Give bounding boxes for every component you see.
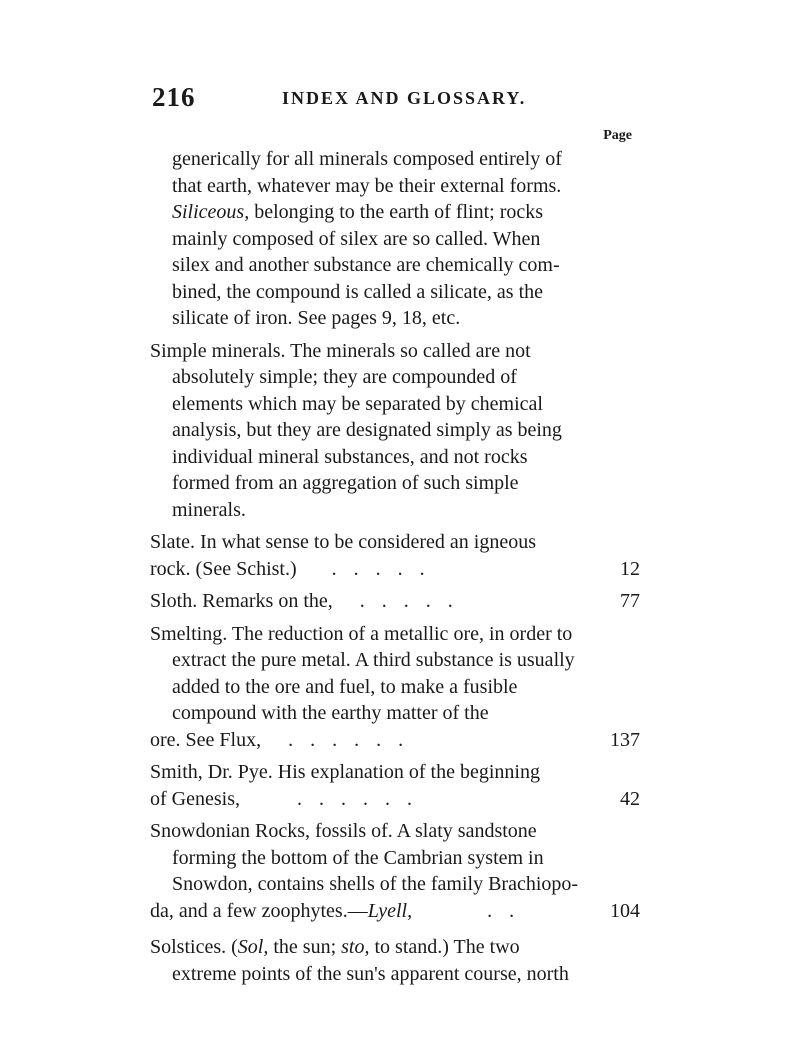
dot-leader: . . . . . [359,590,459,612]
italic-term: Siliceous, [172,201,250,223]
page-reference: 12 [620,557,640,580]
entry-line: silicate of iron. See pages 9, 18, etc. [172,307,461,329]
dot-leader: . . . . . . [296,787,418,810]
entry-line: mainly composed of silex are so called. When [172,227,541,250]
entry-line: bined, the compound is called a silicate, as the [172,280,543,303]
entry-solstices [150,934,640,987]
entry-text: Slate. In what sense to be considered an igneous [150,531,537,553]
entry-smith-dr-pye [150,759,640,812]
entry-line: silex and another substance are chemically com- [172,254,560,276]
entry-final-line: Sloth. Remarks on the, . . . . . 77 [172,588,640,615]
entry-text: Snowdonian Rocks, fossils of. A slaty sandstone forming the bottom of the Cambrian system in Snowdon, contains shells of the family Brachiopo- [150,820,579,895]
entry-text: Simple minerals. The minerals so called are not absolutely simple; they are compounded of elements which may be separated by chemical analysis, but they are designated simply as being individual mineral substances, and not rocks formed from an aggregation of such simple minerals. [150,339,562,521]
entry-slate [150,529,640,582]
entry-final-line: da, and a few zoophytes.—Lyell, . . 104 [172,898,640,925]
entry-line: Siliceous, belonging to the earth of flint; rocks [172,201,544,223]
entry-simple-minerals [150,338,640,524]
entry-silex-continued [150,146,640,332]
page-reference: 137 [610,728,640,751]
entry-snowdonian-rocks [150,818,640,924]
page-reference: 77 [620,590,640,612]
entry-line: generically for all minerals composed entirely of [172,148,562,170]
dot-leader: . . [487,899,521,922]
entry-final-line: ore. See Flux, . . . . . . 137 [172,727,640,754]
page-column-label: Page [603,128,632,143]
italic-author: Lyell, [367,899,413,922]
entry-sloth [150,588,640,615]
running-head: INDEX AND GLOSSARY. [282,88,527,108]
entry-text: Smelting. The reduction of a metallic ore, in order to extract the pure metal. A third substance is usually added to the ore and fuel, to make a fusible compound with the earthy matter of the [150,622,575,724]
entry-final-line: rock. (See Schist.) . . . . . 12 [172,556,640,583]
glossary-entries [150,146,640,993]
entry-text: Solstices. (Sol, the sun; sto, to stand.) The two extreme points of the sun's apparent course, north [150,936,569,985]
dot-leader: . . . . . [331,557,431,580]
page-number: 216 [152,82,196,112]
page-reference: 104 [610,899,640,922]
dot-leader: . . . . . . [288,728,410,751]
entry-smelting [150,621,640,754]
entry-text: Smith, Dr. Pye. His explanation of the beginning [150,761,540,783]
entry-line: that earth, whatever may be their external forms. [172,174,562,197]
entry-final-line: of Genesis, . . . . . . 42 [172,786,640,813]
page-reference: 42 [620,787,640,810]
